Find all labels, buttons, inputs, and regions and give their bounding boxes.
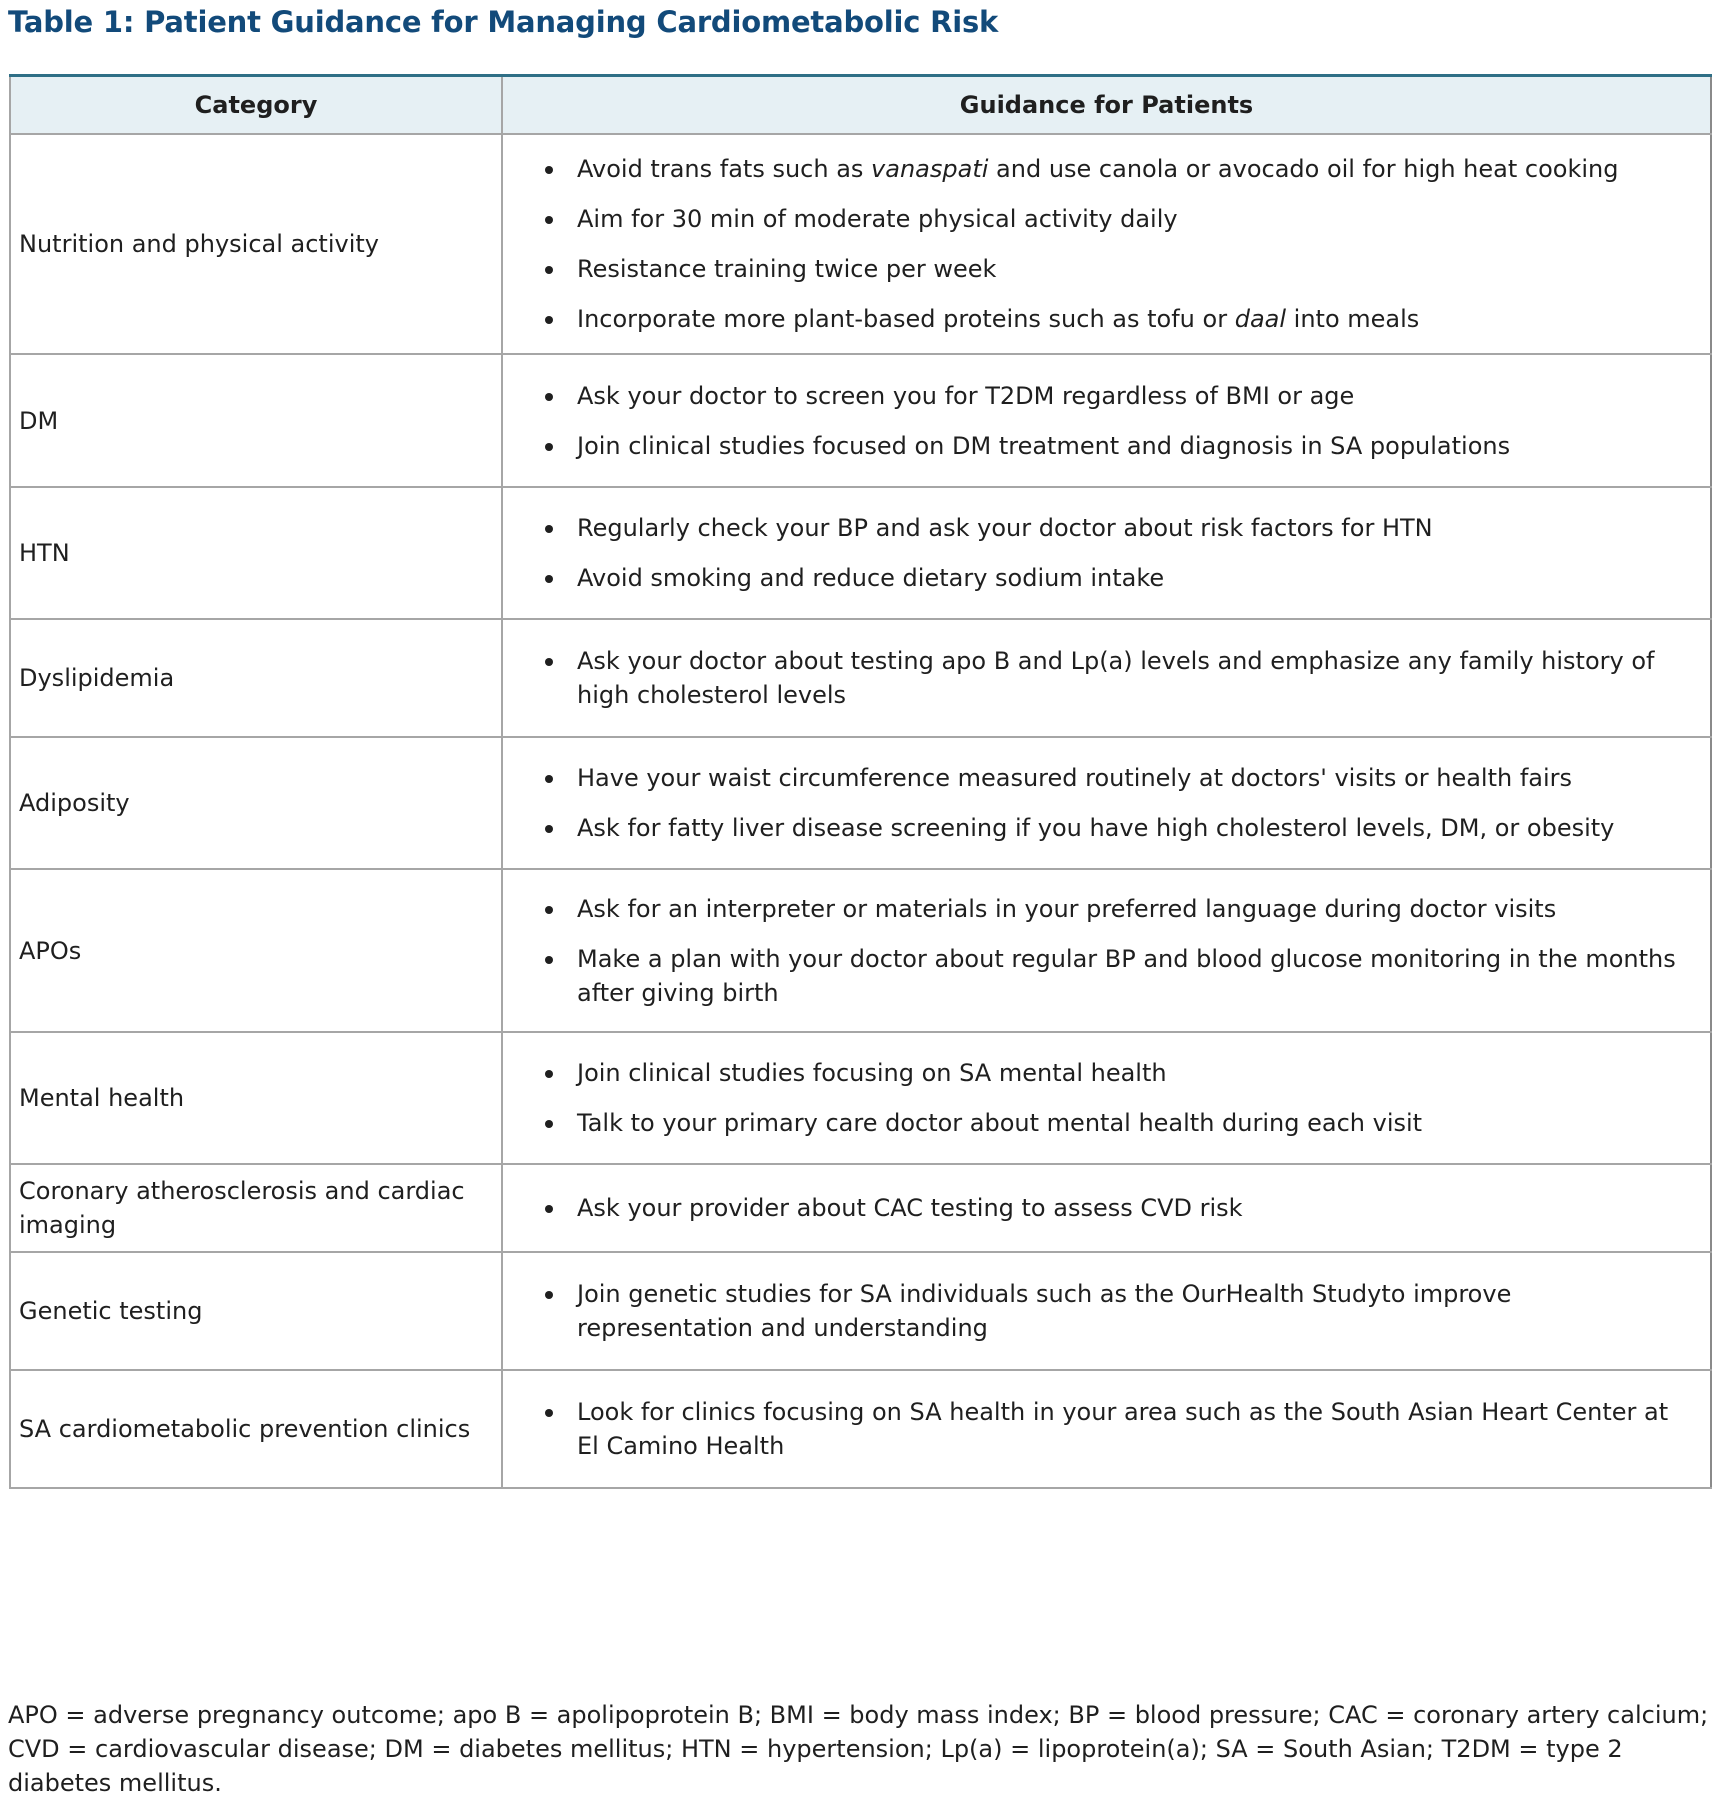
guidance-text: Have your waist circumference measured routinely at doctors' visits or health fairs xyxy=(577,764,1573,792)
table-row xyxy=(10,737,1711,869)
guidance-item xyxy=(543,379,1686,413)
category-cell: Genetic testing xyxy=(10,1252,502,1370)
table-row xyxy=(10,487,1711,619)
guidance-item xyxy=(543,202,1686,236)
guidance-text: Avoid smoking and reduce dietary sodium intake xyxy=(577,564,1165,592)
category-cell: HTN xyxy=(10,487,502,619)
guidance-list xyxy=(543,892,1686,1010)
guidance-text: Ask for an interpreter or materials in your preferred language during doctor visits xyxy=(577,894,1557,923)
guidance-text: Aim for 30 min of moderate physical activity daily xyxy=(577,205,1178,233)
table-row xyxy=(10,1032,1711,1164)
guidance-text: Avoid trans fats such as xyxy=(577,155,872,183)
guidance-text: into meals xyxy=(1286,305,1420,333)
guidance-list xyxy=(543,1395,1686,1463)
guidance-item xyxy=(543,942,1686,1010)
guidance-item xyxy=(543,892,1686,926)
table-row xyxy=(10,134,1711,354)
guidance-cell xyxy=(502,1252,1711,1370)
table-row xyxy=(10,1252,1711,1370)
guidance-list xyxy=(543,379,1686,463)
table-footnote: APO = adverse pregnancy outcome; apo B = apolipoprotein B; BMI = body mass index; BP = blood pressure; CAC = coronary artery calcium; CVD = cardiovascular disease; DM = diabetes mellitus; HTN = hypertension; Lp(a) = lipoprotein(a); SA = South Asian; T2DM = type 2 diabetes mellitus. xyxy=(8,1701,1709,1797)
category-cell: Mental health xyxy=(10,1032,502,1164)
guidance-cell xyxy=(502,1370,1711,1488)
column-header-category: Category xyxy=(10,76,502,135)
guidance-cell xyxy=(502,619,1711,737)
guidance-text: and use canola or avocado oil for high heat cooking xyxy=(988,155,1619,183)
column-header-guidance: Guidance for Patients xyxy=(502,76,1711,135)
guidance-item xyxy=(543,1277,1686,1345)
table-title: Table 1: Patient Guidance for Managing Cardiometabolic Risk xyxy=(8,5,999,39)
guidance-text: Ask your provider about CAC testing to assess CVD risk xyxy=(577,1194,1243,1222)
guidance-list xyxy=(543,1191,1686,1225)
guidance-item xyxy=(543,429,1686,463)
italic-term: vanaspati xyxy=(871,155,989,183)
table-row xyxy=(10,869,1711,1032)
guidance-text: Join genetic studies for SA individuals such as the OurHealth Studyto improve representation and understanding xyxy=(577,1280,1512,1342)
guidance-table xyxy=(9,74,1712,1489)
category-cell: APOs xyxy=(10,869,502,1032)
guidance-text: Join clinical studies focusing on SA mental health xyxy=(577,1059,1167,1087)
guidance-text: Make a plan with your doctor about regular BP and blood glucose monitoring in the months after giving birth xyxy=(577,944,1676,1007)
guidance-item xyxy=(543,761,1686,795)
guidance-item xyxy=(543,152,1686,186)
guidance-cell xyxy=(502,737,1711,869)
table-header-row xyxy=(10,76,1711,135)
category-cell: Coronary atherosclerosis and cardiac imaging xyxy=(10,1164,502,1252)
guidance-item xyxy=(543,511,1686,545)
table-row xyxy=(10,354,1711,487)
guidance-cell xyxy=(502,1032,1711,1164)
guidance-list xyxy=(543,761,1686,845)
table-row xyxy=(10,619,1711,737)
guidance-item xyxy=(543,302,1686,336)
guidance-text: Ask for fatty liver disease screening if you have high cholesterol levels, DM, or obesity xyxy=(577,814,1615,842)
guidance-list xyxy=(543,511,1686,595)
guidance-item xyxy=(543,1395,1686,1463)
guidance-list xyxy=(543,644,1686,712)
guidance-text: Regularly check your BP and ask your doctor about risk factors for HTN xyxy=(577,514,1433,542)
guidance-item xyxy=(543,1056,1686,1090)
table-row xyxy=(10,1164,1711,1252)
guidance-text: Incorporate more plant-based proteins such as tofu or xyxy=(577,305,1235,333)
category-cell: Adiposity xyxy=(10,737,502,869)
guidance-item xyxy=(543,252,1686,286)
guidance-list xyxy=(543,152,1686,336)
guidance-text: Resistance training twice per week xyxy=(577,255,997,283)
guidance-text: Look for clinics focusing on SA health in your area such as the South Asian Heart Center at El Camino Health xyxy=(577,1398,1669,1460)
guidance-text: Join clinical studies focused on DM treatment and diagnosis in SA populations xyxy=(577,431,1511,460)
guidance-cell xyxy=(502,354,1711,487)
guidance-list xyxy=(543,1277,1686,1345)
guidance-cell xyxy=(502,487,1711,619)
guidance-item xyxy=(543,1106,1686,1140)
guidance-item xyxy=(543,1191,1686,1225)
guidance-cell xyxy=(502,869,1711,1032)
category-cell: SA cardiometabolic prevention clinics xyxy=(10,1370,502,1488)
guidance-item xyxy=(543,811,1686,845)
table-row xyxy=(10,1370,1711,1488)
table-body xyxy=(10,134,1711,1488)
guidance-text: Talk to your primary care doctor about mental health during each visit xyxy=(577,1109,1423,1137)
guidance-text: Ask your doctor to screen you for T2DM regardless of BMI or age xyxy=(577,381,1355,410)
guidance-cell xyxy=(502,134,1711,354)
guidance-cell xyxy=(502,1164,1711,1252)
guidance-text: Ask your doctor about testing apo B and Lp(a) levels and emphasize any family history of high cholesterol levels xyxy=(577,647,1655,709)
guidance-list xyxy=(543,1056,1686,1140)
guidance-item xyxy=(543,561,1686,595)
italic-term: daal xyxy=(1234,305,1287,333)
guidance-item xyxy=(543,644,1686,712)
category-cell: Dyslipidemia xyxy=(10,619,502,737)
category-cell: DM xyxy=(10,354,502,487)
category-cell: Nutrition and physical activity xyxy=(10,134,502,354)
